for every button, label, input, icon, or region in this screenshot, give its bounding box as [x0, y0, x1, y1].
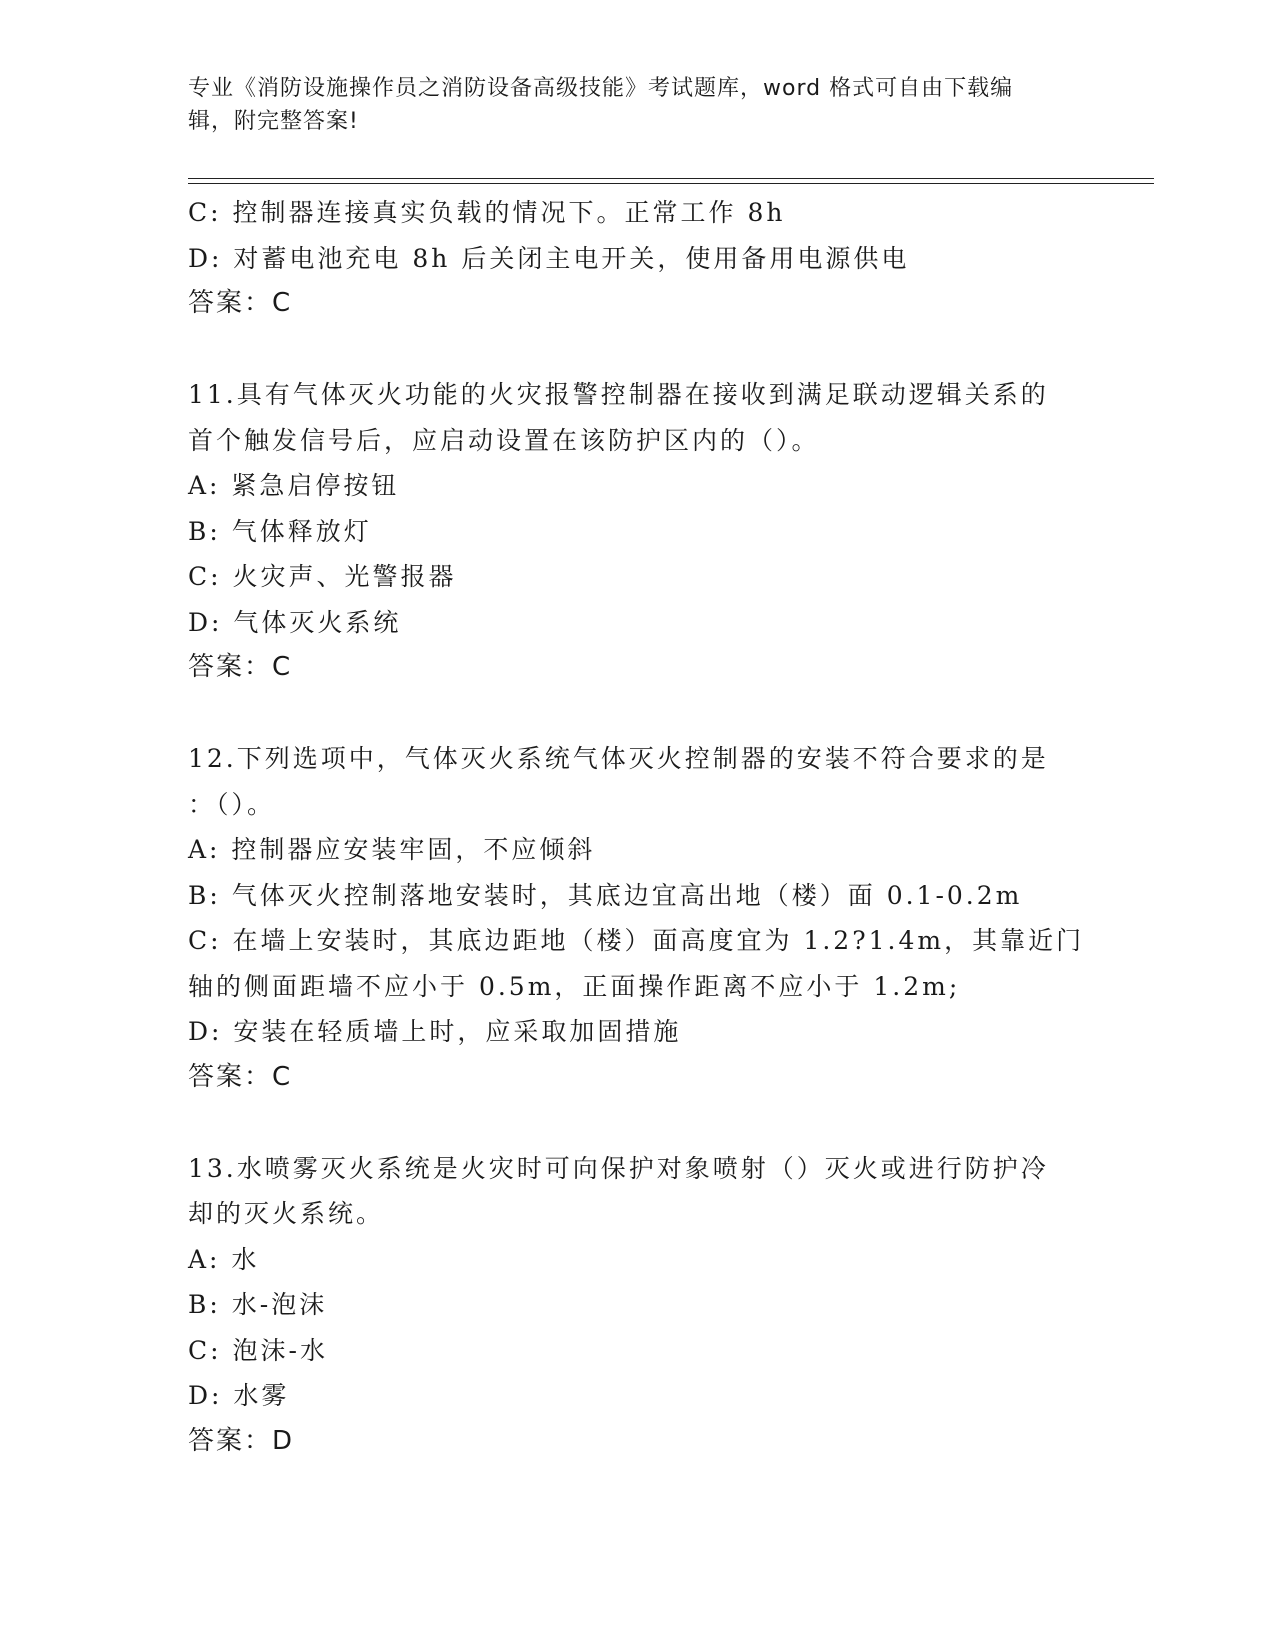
option-b: B: 水-泡沫 — [188, 1290, 328, 1319]
question-13 — [188, 1146, 1088, 1465]
header-line-1: 专业《消防设施操作员之消防设备高级技能》考试题库，word 格式可自由下载编 — [188, 76, 1014, 101]
question-stem: 13.水喷雾灭火系统是火灾时可向保护对象喷射（）灭火或进行防护冷 — [188, 1153, 1049, 1183]
option-b: B: 气体灭火控制落地安装时，其底边宜高出地（楼）面 0.1-0.2m — [188, 880, 1023, 910]
question-list — [188, 190, 1088, 1464]
option-c-cont: 轴的侧面距墙不应小于 0.5m，正面操作距离不应小于 1.2m; — [188, 971, 961, 1001]
page-header — [188, 72, 1068, 138]
option-d: D: 气体灭火系统 — [188, 607, 402, 637]
answer: 答案：C — [188, 288, 293, 318]
answer: 答案：C — [188, 1061, 293, 1092]
option-d: D: 对蓄电池充电 8h 后关闭主电开关，使用备用电源供电 — [188, 243, 910, 273]
question-10-tail — [188, 190, 1088, 327]
question-stem: 11.具有气体灭火功能的火灾报警控制器在接收到满足联动逻辑关系的 — [188, 380, 1049, 409]
option-c: C: 控制器连接真实负载的情况下。正常工作 8h — [188, 198, 786, 227]
question-stem-cont: ：（）。 — [188, 789, 276, 819]
spacer — [188, 691, 1088, 737]
question-stem: 12.下列选项中，气体灭火系统气体灭火控制器的安装不符合要求的是 — [188, 744, 1049, 773]
answer: 答案：C — [188, 652, 293, 682]
header-line-2: 辑，附完整答案! — [188, 109, 359, 134]
question-11 — [188, 372, 1088, 691]
option-d: D: 安装在轻质墙上时，应采取加固措施 — [188, 1017, 682, 1046]
option-a: A: 控制器应安装牢固，不应倾斜 — [188, 835, 596, 864]
spacer — [188, 327, 1088, 373]
spacer — [188, 1100, 1088, 1146]
question-12 — [188, 736, 1088, 1100]
option-c: C: 在墙上安装时，其底边距地（楼）面高度宜为 1.2?1.4m，其靠近门 — [188, 926, 1085, 955]
answer: 答案：D — [188, 1425, 295, 1456]
question-stem-cont: 却的灭火系统。 — [188, 1199, 385, 1228]
question-stem-cont: 首个触发信号后，应启动设置在该防护区内的（）。 — [188, 425, 820, 455]
option-c: C: 泡沫-水 — [188, 1335, 328, 1365]
header-rule-bottom — [188, 183, 1154, 184]
header-rule-top — [188, 178, 1154, 179]
option-a: A: 水 — [188, 1244, 260, 1274]
option-b: B: 气体释放灯 — [188, 516, 372, 546]
option-a: A: 紧急启停按钮 — [188, 471, 400, 500]
option-d: D: 水雾 — [188, 1381, 290, 1410]
option-c: C: 火灾声、光警报器 — [188, 562, 457, 591]
